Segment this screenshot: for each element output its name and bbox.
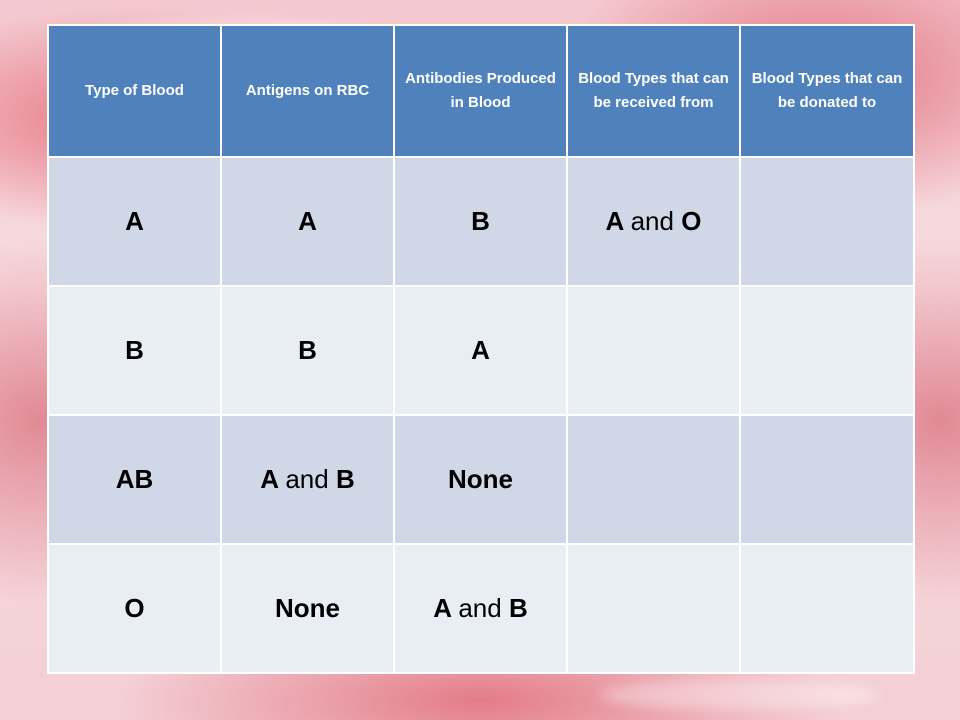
antibodies-a: A — [433, 593, 452, 623]
antibodies-conj: and — [458, 593, 502, 623]
cell-antibodies: None — [394, 415, 567, 544]
cell-donated-to — [740, 157, 914, 286]
cell-antibodies: A — [394, 286, 567, 415]
cell-donated-to — [740, 415, 914, 544]
header-donated-to: Blood Types that can be donated to — [740, 25, 914, 157]
cell-antibodies: B — [394, 157, 567, 286]
cell-antigens: None — [221, 544, 394, 673]
table-row — [48, 157, 914, 286]
antibodies-b: B — [508, 593, 528, 623]
received-from-b: O — [681, 206, 702, 236]
received-from-a: A — [605, 206, 624, 236]
cell-received-from — [567, 286, 740, 415]
cell-type: O — [48, 544, 221, 673]
blood-type-table — [47, 24, 915, 674]
cell-donated-to — [740, 544, 914, 673]
antigens-conj: and — [285, 464, 329, 494]
cell-antibodies — [394, 544, 567, 673]
table-row — [48, 286, 914, 415]
header-type-of-blood: Type of Blood — [48, 25, 221, 157]
cell-received-from — [567, 544, 740, 673]
cell-antigens: A — [221, 157, 394, 286]
background-highlight — [600, 680, 880, 710]
cell-antigens: B — [221, 286, 394, 415]
table-row — [48, 544, 914, 673]
table-header-row — [48, 25, 914, 157]
cell-received-from — [567, 415, 740, 544]
cell-donated-to — [740, 286, 914, 415]
antigens-a: A — [260, 464, 279, 494]
header-antibodies: Antibodies Produced in Blood — [394, 25, 567, 157]
received-from-conj: and — [630, 206, 674, 236]
header-received-from: Blood Types that can be received from — [567, 25, 740, 157]
cell-antigens — [221, 415, 394, 544]
table-row — [48, 415, 914, 544]
cell-type: AB — [48, 415, 221, 544]
cell-type: A — [48, 157, 221, 286]
header-antigens: Antigens on RBC — [221, 25, 394, 157]
cell-type: B — [48, 286, 221, 415]
cell-received-from — [567, 157, 740, 286]
antigens-b: B — [335, 464, 355, 494]
